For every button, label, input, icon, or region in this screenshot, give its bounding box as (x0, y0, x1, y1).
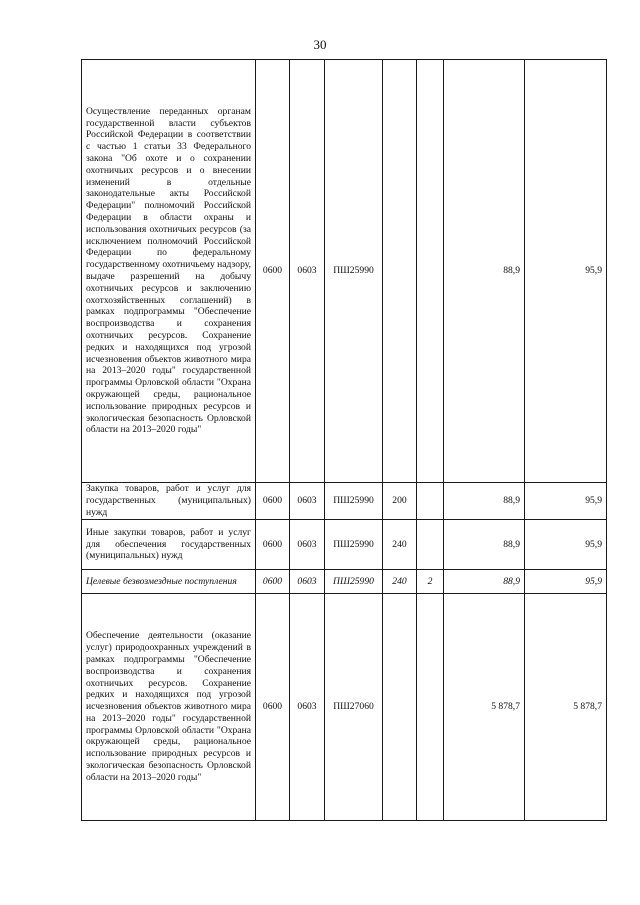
extra-code (417, 594, 444, 821)
ministry-code: 0600 (256, 483, 290, 520)
row-description: Целевые безвозмездные поступления (82, 570, 256, 594)
target-code: ПШ25990 (325, 60, 383, 483)
row-description: Осуществление переданных органам государственной власти субъектов Российской Федерации в соответствии с частью 1 статьи 33 Федерального закона "Об охоте и о сохранении охотничьих ресурсов и о внесении изменений в отдельные законодательные акты Российской Федерации" полномочий Российской Федерации в области охраны и использования охотничьих ресурсов (за исключением полномочий Российской Федерации по федеральному государственному охотничьему надзору, выдаче разрешений на добычу охотничьих ресурсов и заключению охотхозяйственных соглашений) в рамках подпрограммы "Обеспечение воспроизводства и сохранения охотничьих ресурсов. Сохранение редких и находящихся под угрозой исчезновения объектов животного мира на 2013–2020 годы" государственной программы Орловской области "Охрана окружающей среды, рациональное использование природных ресурсов и экологическая безопасность Орловской области на 2013–2020 годы" (82, 60, 256, 483)
section-code: 0603 (290, 483, 325, 520)
expense-type-code (383, 60, 417, 483)
section-code: 0603 (290, 594, 325, 821)
ministry-code: 0600 (256, 520, 290, 570)
expense-type-code: 240 (383, 520, 417, 570)
extra-code: 2 (417, 570, 444, 594)
ministry-code: 0600 (256, 60, 290, 483)
row-description: Обеспечение деятельности (оказание услуг) природоохранных учреждений в рамках подпрограммы "Обеспечение воспроизводства и сохранения охотничьих ресурсов. Сохранение редких и находящихся под угрозой исчезновения объектов животного мира на 2013–2020 годы" государственной программы Орловской области "Охрана окружающей среды, рациональное использование природных ресурсов и экологическая безопасность Орловской области на 2013–2020 годы" (82, 594, 256, 821)
extra-code (417, 483, 444, 520)
table-row (82, 60, 607, 483)
target-code: ПШ27060 (325, 594, 383, 821)
amount-1: 88,9 (444, 520, 525, 570)
row-description: Закупка товаров, работ и услуг для государственных (муниципальных) нужд (82, 483, 256, 520)
target-code: ПШ25990 (325, 483, 383, 520)
target-code: ПШ25990 (325, 570, 383, 594)
table-row (82, 570, 607, 594)
ministry-code: 0600 (256, 570, 290, 594)
expense-type-code: 200 (383, 483, 417, 520)
amount-2: 95,9 (525, 570, 607, 594)
table-row (82, 483, 607, 520)
amount-1: 88,9 (444, 570, 525, 594)
amount-2: 95,9 (525, 60, 607, 483)
amount-2: 5 878,7 (525, 594, 607, 821)
section-code: 0603 (290, 60, 325, 483)
ministry-code: 0600 (256, 594, 290, 821)
amount-1: 88,9 (444, 60, 525, 483)
expense-type-code (383, 594, 417, 821)
page-number: 30 (313, 37, 327, 52)
table-row (82, 520, 607, 570)
amount-2: 95,9 (525, 483, 607, 520)
amount-2: 95,9 (525, 520, 607, 570)
row-description: Иные закупки товаров, работ и услуг для обеспечения государственных (муниципальных) нужд (82, 520, 256, 570)
extra-code (417, 60, 444, 483)
expense-type-code: 240 (383, 570, 417, 594)
amount-1: 88,9 (444, 483, 525, 520)
table-row (82, 594, 607, 821)
section-code: 0603 (290, 520, 325, 570)
section-code: 0603 (290, 570, 325, 594)
amount-1: 5 878,7 (444, 594, 525, 821)
budget-table (81, 59, 607, 821)
extra-code (417, 520, 444, 570)
target-code: ПШ25990 (325, 520, 383, 570)
